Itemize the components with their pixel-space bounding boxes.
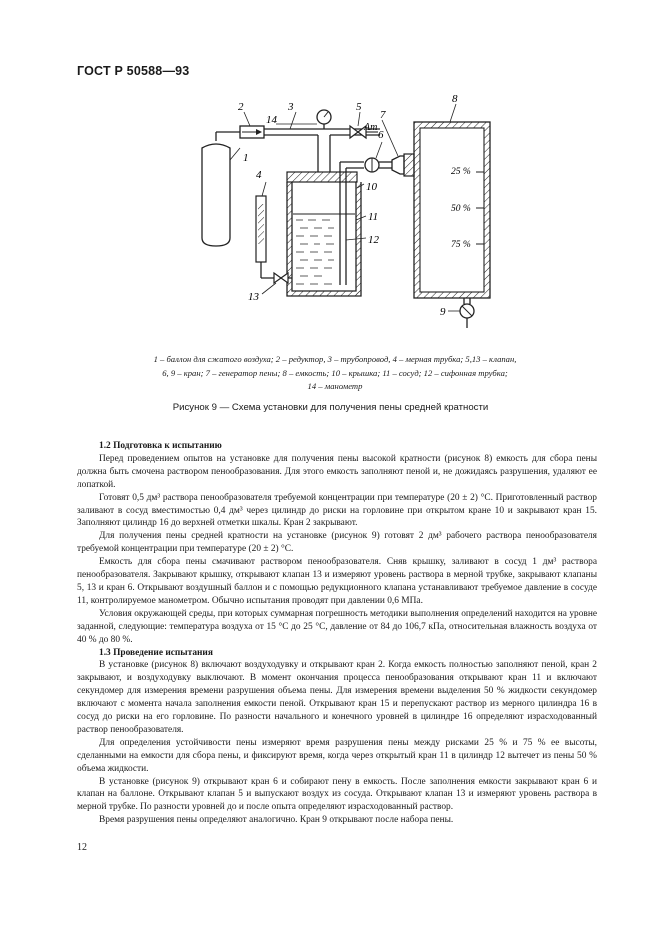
legend-line: 6, 9 – кран; 7 – генератор пены; 8 – емкость; 10 – крышка; 11 – сосуд; 12 – сифонная трубка;: [162, 367, 508, 378]
paragraph: В установке (рисунок 8) включают воздуходувку и открывают кран 2. Когда емкость полностью заполняют пеной, кран 2 закрывают, и воздуходувку выключают. В момент окончания процесса пенообразования открывают кран 11 и включают секундомер для измерения времени разрушения объема пены. Для измерения времени выделения 50 % жидкости секундомер включают с момента начала заполнения емкости пеной. Открывают кран 15 и перепускают раствор из мерного цилиндра 16 в сосуд до риски на его горловине. По разности начального и конечного уровней в цилиндре 16 определяют израсходованный раствор пенообразователя.: [77, 660, 597, 735]
paragraph: Для получения пены средней кратности на установке (рисунок 9) готовят 2 дм³ рабочего раствора пенообразователя требуемой концентрации при температуре (20 ± 2) °С.: [77, 531, 597, 555]
mark-75-label: 75 %: [451, 240, 471, 250]
label-atm: Ат: [364, 122, 378, 133]
label-11: 11: [368, 211, 379, 223]
figure-caption: Рисунок 9 — Схема установки для получения пены средней кратности: [172, 402, 489, 413]
label-3: 3: [288, 101, 294, 113]
manometer: [276, 110, 331, 129]
label-5: 5: [356, 101, 362, 113]
paragraph: Перед проведением опытов на установке для получения пены высокой кратности (рисунок 8) емкость для сбора пены должна быть смочена раствором пенообразования. Для этого емкость заполняют пеной и, не дожидаясь разрушения, удаляют ее лопаткой.: [77, 453, 597, 490]
vessel: [287, 172, 366, 296]
mark-25-label: 25 %: [451, 167, 471, 177]
reducer: [240, 112, 264, 138]
paragraph: Для определения устойчивости пены измеряют время разрушения пены между рисками 25 % и 75 % ее высоты, сделанными на емкости для сбора пены, и фиксируют время, когда через открытый кран 11 в цилиндр 12 вытечет из пены 50 % объема жидкости.: [77, 737, 597, 774]
section-heading: 1.2 Подготовка к испытанию: [99, 441, 222, 451]
legend-line: 14 – манометр: [307, 381, 363, 391]
air-cylinder: [202, 132, 240, 246]
paragraph: В установке (рисунок 9) открывают кран 6 и собирают пену в емкость. После заполнения емкости закрывают кран 6 и клапан на баллоне. Открывают клапан 5 и выпускают воздух из сосуда. Открывают клапан 13 и измеряют уровень раствора в мерной трубке. По разности уровней до и после опыта определяют израсходованный раствор.: [77, 776, 597, 813]
paragraph: Условия окружающей среды, при которых суммарная погрешность методики выполнения определений находится на уровне заданной, следующие: температура воздуха от 15 °С до 25 °С, давление от 84 до 106,7 кПа, относительная влажность воздуха от 40 % до 80 %.: [77, 608, 597, 645]
label-4: 4: [256, 169, 262, 181]
drain-valve: [448, 298, 474, 328]
paragraph: Время разрушения пены определяют аналогично. Кран 9 открывают после набора пены.: [99, 815, 454, 826]
foam-valve: [365, 142, 392, 172]
label-14: 14: [266, 114, 277, 126]
label-2: 2: [238, 101, 244, 113]
section-heading: 1.3 Проведение испытания: [99, 647, 213, 658]
document-header: ГОСТ Р 50588—93: [77, 64, 190, 78]
foam-container: [414, 104, 490, 298]
figure-legend: [100, 353, 570, 394]
label-12: 12: [368, 234, 379, 246]
label-7: 7: [380, 109, 386, 121]
measuring-tube: [256, 182, 278, 278]
mark-50-label: 50 %: [451, 204, 471, 214]
paragraph: Готовят 0,5 дм³ раствора пенообразователя требуемой концентрации при температуре (20 ± 2) °С. Приготовленный раствор заливают в сосуд вместимостью 0,4 дм³ через цилиндр до риски на горловине при открытом кране 10 и закрывают кран 15. Заполняют цилиндр 16 до верхней отметки шкалы. Кран 2 закрывают.: [77, 492, 597, 529]
label-6: 6: [378, 129, 384, 141]
document-body: [77, 440, 597, 827]
page-number: 12: [77, 842, 87, 853]
figure-9-diagram: [0, 0, 661, 400]
label-8: 8: [452, 93, 458, 105]
legend-line: 1 – баллон для сжатого воздуха; 2 – редуктор, 3 – трубопровод, 4 – мерная трубка; 5,13 – клапан,: [153, 354, 517, 364]
label-10: 10: [366, 181, 377, 193]
label-1: 1: [243, 152, 249, 164]
paragraph: Емкость для сбора пены смачивают раствором пенообразователя. Сняв крышку, заливают в сосуд 1 дм³ раствора пенообразователя. Закрывают крышку, открывают клапан 13 и измеряют уровень раствора в мерной трубке, закрывают клапаны 5, 13 и кран 6. Открывают воздушный баллон и с помощью редукционного клапана устанавливают требуемое давление в сосуде 11, контролируемое манометром. Обычно испытания проводят при давлении 0,6 МПа.: [77, 557, 597, 606]
label-9: 9: [440, 306, 446, 318]
label-13: 13: [248, 291, 259, 303]
